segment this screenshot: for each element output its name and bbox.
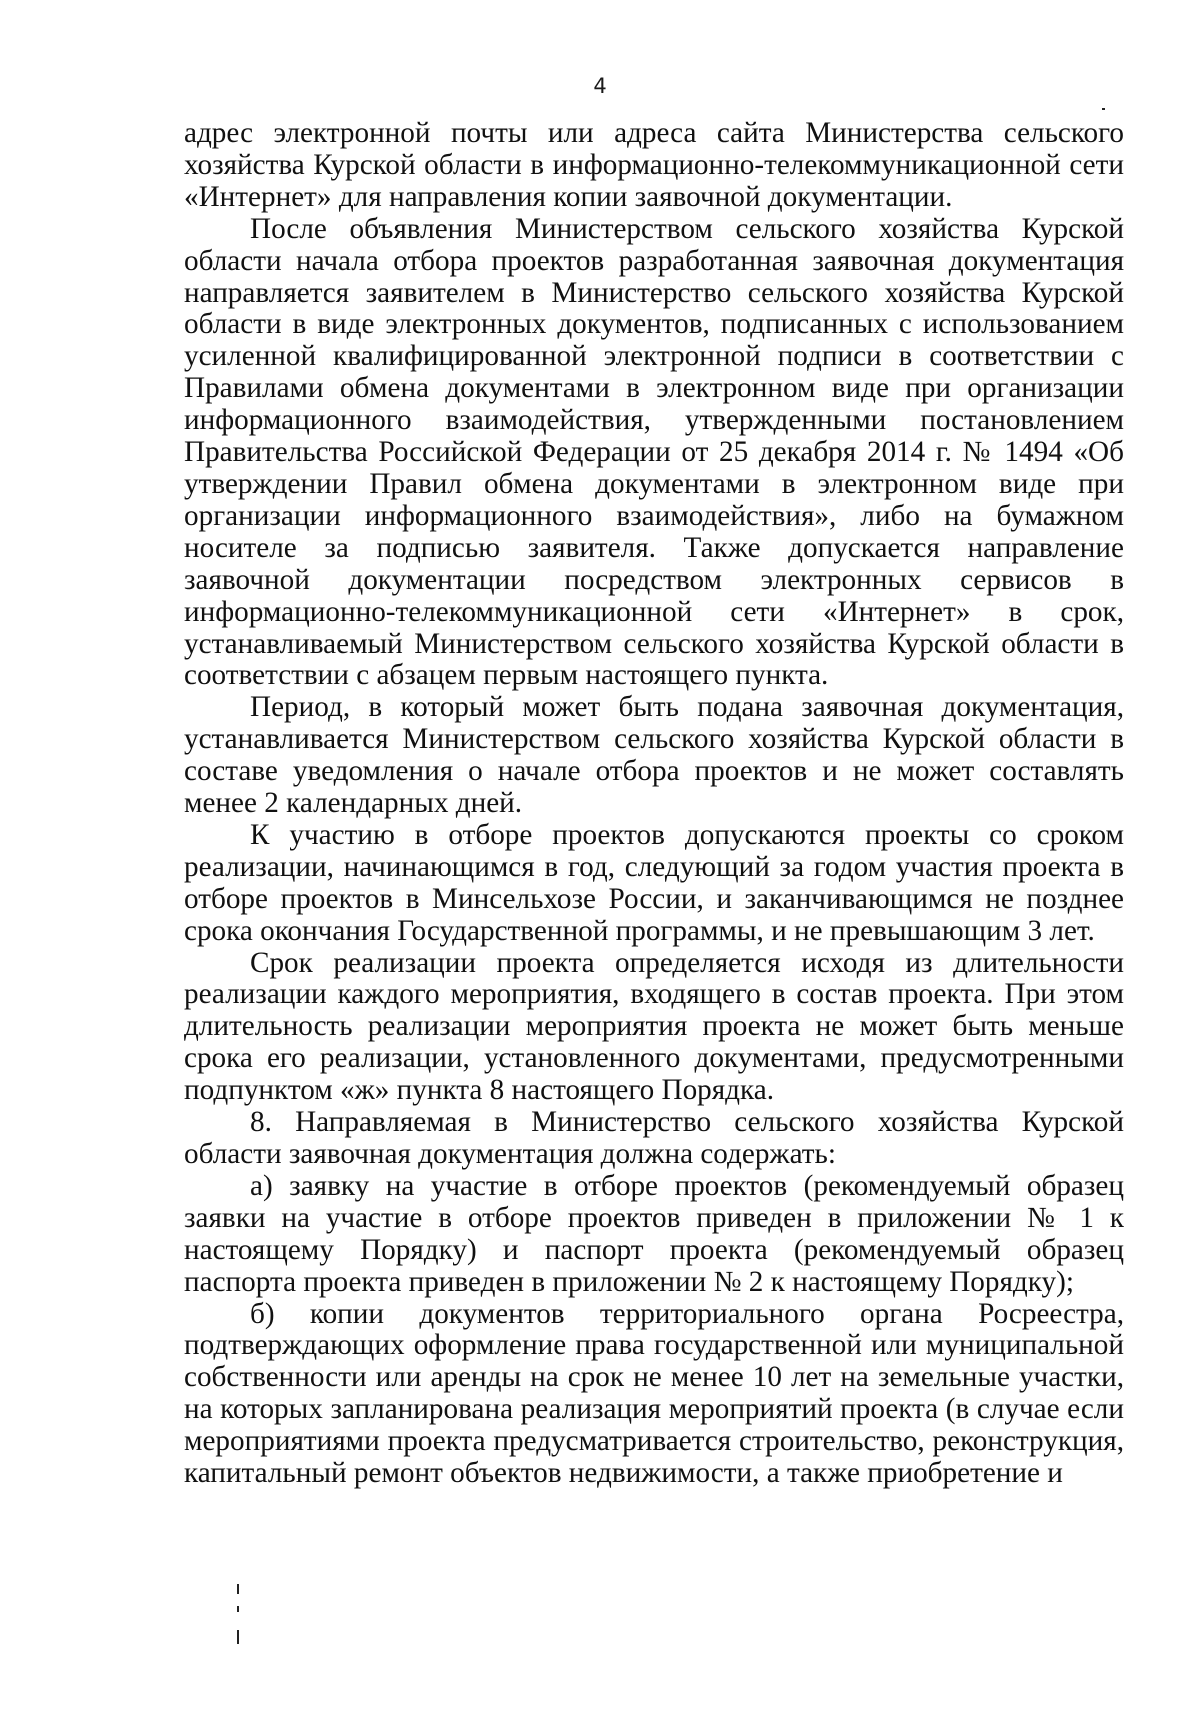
paragraph-4: К участию в отборе проектов допускаются проекты со сроком реализации, начинающимся в год, следующий за годом участия проекта в отборе проектов в Минсельхозе России, и заканчивающимся не позднее срока окончания Государственной программы, и не превышающим 3 лет.	[184, 818, 1124, 947]
paragraph-2: После объявления Министерством сельского хозяйства Курской области начала отбора проектов разработанная заявочная документация направляется заявителем в Министерство сельского хозяйства Курской области в виде электронных документов, подписанных с использованием усиленной квалифицированной электронной подписи в соответствии с Правилами обмена документами в электронном виде при организации информационного взаимодействия, утвержденными постановлением Правительства Российской Федерации от 25 декабря 2014 г. № 1494 «Об утверждении Правил обмена документами в электронном виде при организации информационного взаимодействия», либо на бумажном носителе за подписью заявителя. Также допускается направление заявочной документации посредством электронных сервисов в информационно-телекоммуникационной сети «Интернет» в срок, устанавливаемый Министерством сельского хозяйства Курской области в соответствии с абзацем первым настоящего пункта.	[184, 212, 1124, 692]
document-body	[184, 118, 1124, 1490]
paragraph-5: Срок реализации проекта определяется исходя из длительности реализации каждого мероприятия, входящего в состав проекта. При этом длительность реализации мероприятия проекта не может быть меньше срока его реализации, установленного документами, предусмотренными подпунктом «ж» пункта 8 настоящего Порядка.	[184, 946, 1124, 1107]
paragraph-7-subitem-a: а) заявку на участие в отборе проектов (рекомендуемый образец заявки на участие в отборе проектов приведен в приложении № 1 к настоящему Порядку) и паспорт проекта (рекомендуемый образец паспорта проекта приведен в приложении № 2 к настоящему Порядку);	[184, 1169, 1124, 1298]
paragraph-8-subitem-b: б) копии документов территориального органа Росреестра, подтверждающих оформление права государственной или муниципальной собственности или аренды на срок не менее 10 лет на земельные участки, на которых запланирована реализация мероприятий проекта (в случае если мероприятиями проекта предусматривается строительство, реконструкция, капитальный ремонт объектов недвижимости, а также приобретение и	[184, 1297, 1124, 1490]
scan-artifact-1	[237, 1584, 239, 1594]
page-number: 4	[593, 74, 607, 98]
paragraph-6-item-8: 8. Направляемая в Министерство сельского хозяйства Курской области заявочная документация должна содержать:	[184, 1106, 1124, 1170]
scan-artifact-3	[237, 1630, 239, 1644]
paragraph-1: адрес электронной почты или адреса сайта Министерства сельского хозяйства Курской области в информационно-телекоммуникационной сети «Интернет» для направления копии заявочной документации.	[184, 117, 1124, 213]
scan-artifact-4	[1102, 108, 1105, 110]
scan-artifact-2	[237, 1606, 239, 1612]
paragraph-3: Период, в который может быть подана заявочная документация, устанавливается Министерством сельского хозяйства Курской области в составе уведомления о начале отбора проектов и не может составлять менее 2 календарных дней.	[184, 691, 1124, 820]
